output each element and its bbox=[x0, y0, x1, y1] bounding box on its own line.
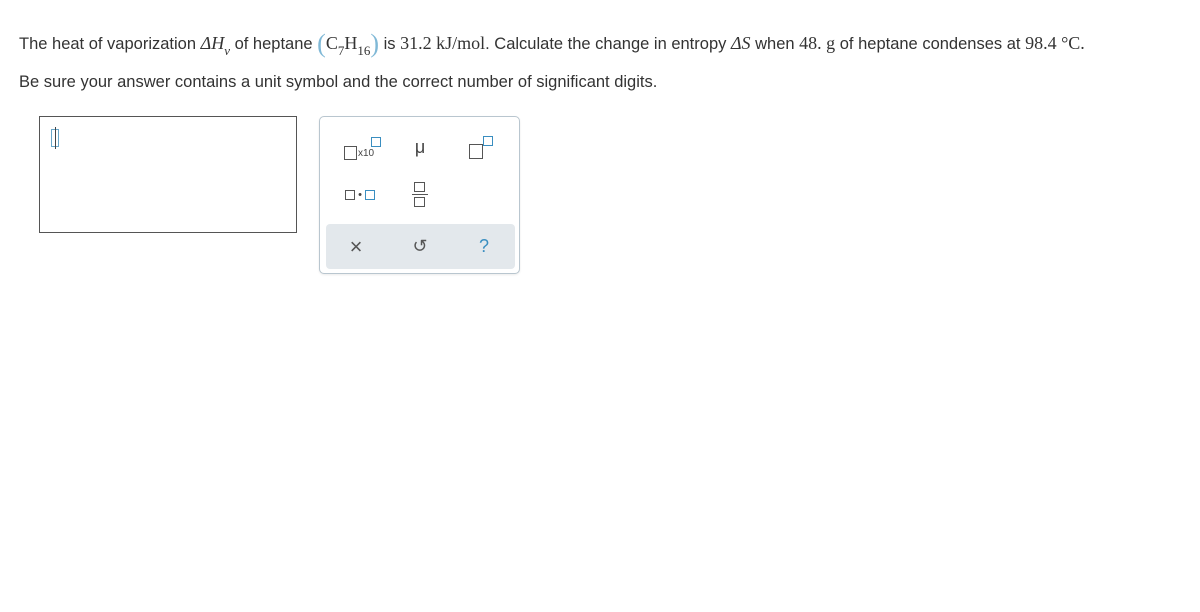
question-part: of heptane bbox=[229, 35, 318, 53]
micro-label: μ bbox=[414, 136, 426, 157]
multiply-dot-button[interactable] bbox=[330, 175, 390, 215]
heptane-formula: $C_7H_{16}$ bbox=[325, 33, 371, 58]
question-part: of heptane condenses at bbox=[835, 35, 1026, 53]
keypad-action-bar bbox=[326, 224, 515, 269]
fraction-button[interactable] bbox=[390, 175, 450, 215]
superscript-box-icon bbox=[483, 136, 493, 146]
delta-s-symbol: ΔS bbox=[730, 33, 751, 53]
exponent-box-icon bbox=[371, 137, 381, 147]
math-keypad bbox=[319, 116, 520, 274]
delta-h-symbol: $\Delta H_v$ bbox=[200, 33, 230, 58]
question-part: . Calculate the change in entropy bbox=[485, 35, 731, 53]
undo-button[interactable] bbox=[395, 224, 445, 269]
base-box-icon bbox=[469, 144, 483, 159]
scientific-notation-button[interactable] bbox=[330, 127, 390, 167]
question-part: when bbox=[750, 35, 800, 53]
vaporization-value: 31.2 kJ/mol bbox=[400, 33, 486, 53]
help-button[interactable] bbox=[459, 224, 509, 269]
cursor-placeholder bbox=[51, 129, 59, 147]
mantissa-box-icon bbox=[344, 146, 357, 160]
right-box-icon bbox=[365, 190, 375, 200]
clear-button[interactable] bbox=[331, 224, 381, 269]
x10-label: x10 bbox=[358, 148, 375, 159]
question-part: The heat of vaporization bbox=[19, 35, 201, 53]
mass-value: 48. g bbox=[799, 33, 836, 53]
left-box-icon bbox=[345, 190, 355, 200]
fraction-bar-icon bbox=[412, 194, 428, 195]
superscript-button[interactable] bbox=[450, 127, 510, 167]
numerator-box-icon bbox=[414, 182, 425, 192]
undo-icon: ↺ bbox=[412, 236, 428, 256]
answer-input[interactable] bbox=[39, 116, 297, 233]
close-icon: × bbox=[349, 233, 363, 259]
temperature-value: 98.4 °C bbox=[1025, 33, 1081, 53]
denominator-box-icon bbox=[414, 197, 425, 207]
micro-button[interactable] bbox=[390, 127, 450, 167]
question-part: is bbox=[379, 35, 401, 53]
help-icon: ? bbox=[478, 236, 489, 256]
question-text: The heat of vaporization $\Delta H_v$ of heptane $(C_7H_{16})$ is 31.2 kJ/mol. Calculate the change in entropy ΔS when 48. g of heptane condenses at 98.4 °C. bbox=[19, 29, 1085, 58]
instruction-text: Be sure your answer contains a unit symbol and the correct number of significant digits. bbox=[19, 73, 658, 91]
dot-label: • bbox=[358, 189, 362, 201]
